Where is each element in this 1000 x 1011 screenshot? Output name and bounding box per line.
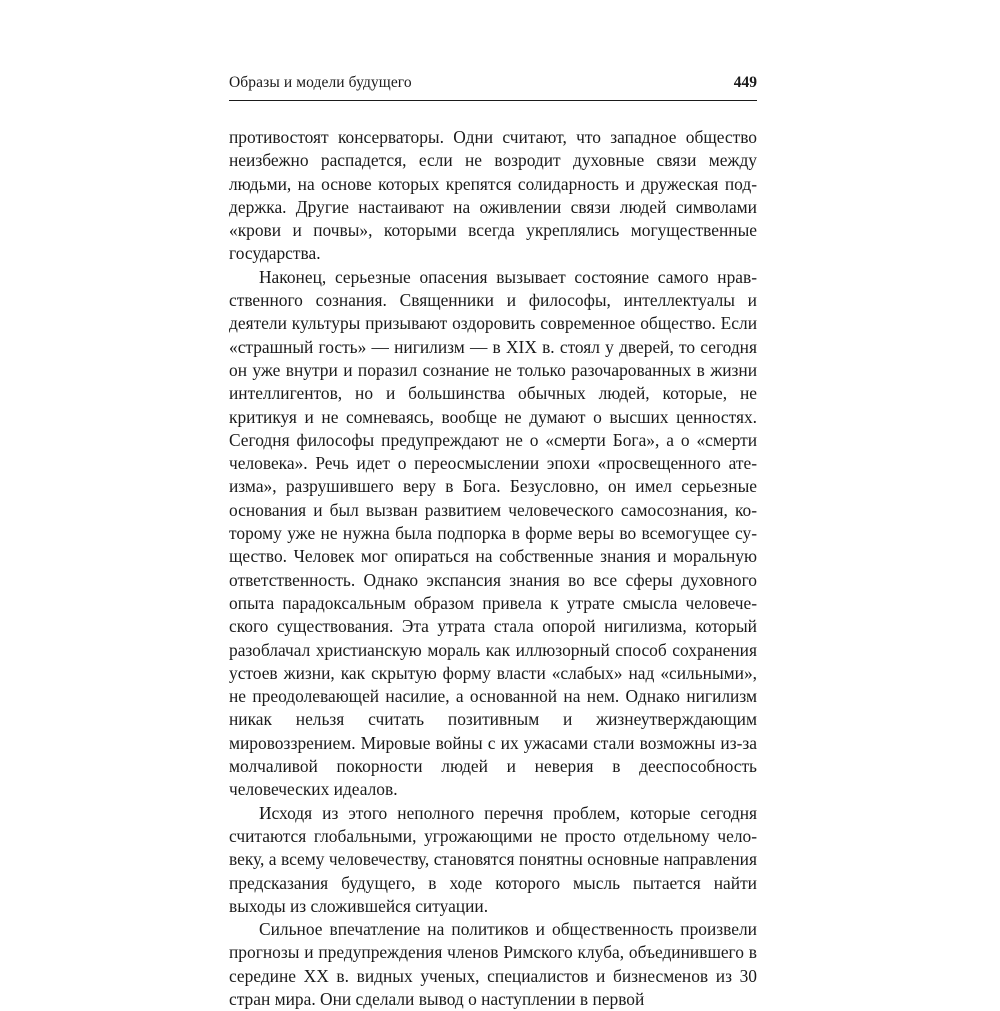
- page-number: 449: [733, 74, 757, 91]
- header-rule: [229, 100, 757, 101]
- paragraph-global-problems: Исходя из этого неполного перечня проблем, которые сегодня считаются глобальными, угрожающими не просто отдельному человеку, а всему человечеству, становятся понятны основные направления предсказания будущего, в ходе которого мысль пытается найти выходы из сложившейся ситуации.: [229, 802, 757, 916]
- running-header: [229, 74, 757, 98]
- paragraph-club-of-rome: Сильное впечатление на политиков и общественность произвели прогнозы и предупреждения членов Римского клуба, объединившего в середине XX в. видных ученых, специалистов и бизнесменов из 30 стран мира. Они сделали вывод о наступлении в первой: [229, 919, 757, 1009]
- paragraph-nihilism: Наконец, серьезные опасения вызывает состояние самого нравственного сознания. Священники и философы, интеллектуалы и деятели культуры призывают оздоровить современное общество. Если «страшный гость» — нигилизм — в XIX в. стоял у дверей, то сегодня он уже внутри и поразил сознание не только разочарованных в жизни интеллигентов, но и большинства обычных людей, которые, не критикуя и не сомневаясь, вообще не думают о высших ценностях. Сегодня философы предупреждают не о «смерти Бога», а о «смерти человека». Речь идет о переосмыслении эпохи «просвещенного атеизма», разрушившего веру в Бога. Безусловно, он имел серьезные основания и был вызван развитием человеческого самосознания, которому уже не нужна была подпорка в форме веры во всемогущее существо. Человек мог опираться на собственные знания и моральную ответственность. Однако экспансия знания во все сферы духовного опыта парадоксальным образом привела к утрате смысла человеческого существования. Эта утрата стала опорой нигилизма, который разоблачал христианскую мораль как иллюзорный способ сохранения устоев жизни, как скрытую форму власти «слабых» над «сильными», не преодолевающей насилие, а основанной на нем. Однако нигилизм никак нельзя считать позитивным и жизнеутверждающим мировоззрением. Мировые войны с их ужасами стали возможны из-за молчаливой покорности людей и неверия в дееспособность человеческих идеалов.: [229, 266, 757, 800]
- running-title: Образы и модели будущего: [229, 74, 412, 91]
- paragraph-continued: противостоят консерваторы. Одни считают, что западное общество неизбежно распадется, если не возродит духовные связи между людьми, на основе которых крепятся солидарность и дружеская поддержка. Другие настаивают на оживлении связи людей символами «крови и почвы», которыми всегда укреплялись могущественные государства.: [229, 127, 757, 264]
- body-text: [229, 126, 757, 1011]
- book-page: [229, 74, 757, 1009]
